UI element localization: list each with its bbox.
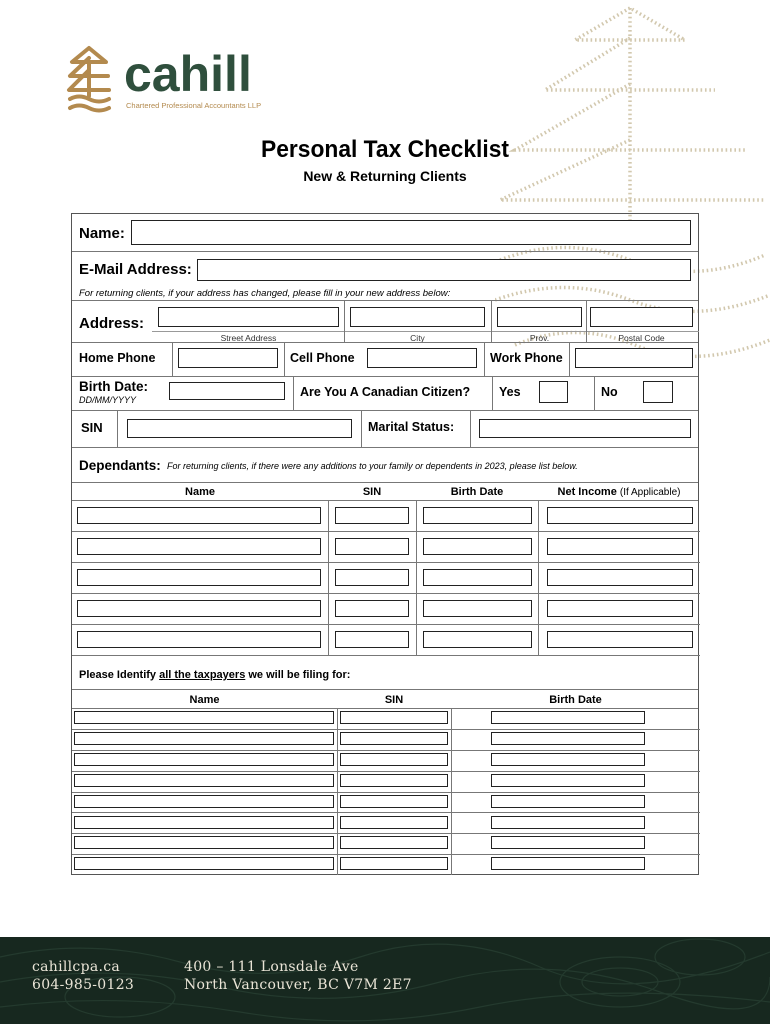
taxpayers-instruction	[79, 669, 350, 681]
taxpayer-sin-field[interactable]	[340, 774, 448, 787]
taxpayer-birth-field[interactable]	[491, 857, 645, 870]
footer-phone[interactable]: 604-985-0123	[32, 977, 135, 993]
divider	[451, 729, 452, 750]
divider	[72, 376, 698, 377]
email-label: E-Mail Address:	[79, 261, 192, 278]
cell-phone-label: Cell Phone	[290, 351, 355, 365]
dependants-sin-header: SIN	[362, 486, 382, 498]
divider	[72, 342, 698, 343]
taxpayers-emphasis: all the taxpayers	[159, 669, 246, 681]
divider	[451, 833, 452, 854]
divider	[361, 410, 362, 447]
home-phone-field[interactable]	[178, 348, 278, 368]
birth-date-label: Birth Date:	[79, 379, 149, 394]
dependant-row	[72, 593, 700, 624]
divider	[293, 376, 294, 410]
divider	[72, 655, 700, 656]
divider	[586, 300, 587, 342]
postal-code-caption: Postal Code	[618, 333, 665, 343]
dependant-birth-field[interactable]	[423, 507, 532, 524]
taxpayers-name-header: Name	[189, 694, 220, 706]
divider	[451, 708, 452, 729]
divider	[416, 562, 417, 593]
divider	[117, 410, 118, 447]
divider	[337, 729, 338, 750]
taxpayers-suffix: we will be filing for:	[245, 669, 351, 681]
prov-caption: Prov.	[529, 333, 550, 343]
work-phone-field[interactable]	[575, 348, 693, 368]
dependant-income-field[interactable]	[547, 507, 693, 524]
divider	[72, 251, 698, 252]
street-address-caption: Street Address	[220, 333, 277, 343]
divider	[492, 376, 493, 410]
brand-tagline: Chartered Professional Accountants LLP	[126, 101, 262, 110]
dependants-note: For returning clients, if there were any additions to your family or dependents in 2023, please list below.	[167, 461, 578, 471]
divider	[451, 792, 452, 813]
birth-date-format: DD/MM/YYYY	[79, 395, 137, 405]
sin-label: SIN	[81, 420, 103, 435]
taxpayer-name-field[interactable]	[74, 836, 334, 849]
divider	[328, 562, 329, 593]
divider	[72, 689, 698, 690]
divider	[72, 447, 698, 448]
divider	[594, 376, 595, 410]
returning-address-note: For returning clients, if your address has changed, please fill in your new address below:	[79, 288, 451, 299]
name-label: Name:	[79, 225, 125, 242]
dependant-sin-field[interactable]	[335, 600, 409, 617]
income-header-note: (If Applicable)	[619, 487, 681, 498]
taxpayer-birth-field[interactable]	[491, 816, 645, 829]
divider	[72, 410, 698, 411]
street-address-field[interactable]	[158, 307, 339, 327]
name-field[interactable]	[131, 220, 691, 245]
dependant-income-field[interactable]	[547, 538, 693, 555]
income-header-text: Net Income	[557, 486, 617, 498]
citizen-no-checkbox[interactable]	[643, 381, 673, 403]
taxpayer-name-field[interactable]	[74, 711, 334, 724]
divider	[416, 500, 417, 531]
divider	[337, 771, 338, 792]
taxpayer-row	[72, 708, 700, 729]
divider	[328, 500, 329, 531]
divider	[416, 593, 417, 624]
no-label: No	[601, 385, 618, 399]
taxpayer-name-field[interactable]	[74, 816, 334, 829]
dependant-name-field[interactable]	[77, 600, 321, 617]
yes-label: Yes	[499, 385, 521, 399]
taxpayer-row	[72, 771, 700, 792]
dependant-name-field[interactable]	[77, 538, 321, 555]
page-subtitle: New & Returning Clients	[303, 168, 467, 184]
divider	[337, 854, 338, 875]
divider	[538, 593, 539, 624]
dependant-row	[72, 500, 700, 531]
dependant-sin-field[interactable]	[335, 538, 409, 555]
divider	[491, 300, 492, 342]
dependant-birth-field[interactable]	[423, 631, 532, 648]
divider	[451, 771, 452, 792]
dependant-sin-field[interactable]	[335, 569, 409, 586]
divider	[337, 813, 338, 834]
divider	[172, 342, 173, 376]
cell-phone-field[interactable]	[367, 348, 477, 368]
dependant-birth-field[interactable]	[423, 569, 532, 586]
divider	[328, 624, 329, 655]
taxpayer-sin-field[interactable]	[340, 857, 448, 870]
caption-line	[152, 331, 699, 332]
divider	[72, 300, 698, 301]
taxpayer-birth-field[interactable]	[491, 836, 645, 849]
divider	[72, 482, 698, 483]
marital-status-label: Marital Status:	[368, 420, 455, 434]
divider	[569, 342, 570, 376]
taxpayer-birth-field[interactable]	[491, 711, 645, 724]
divider	[328, 531, 329, 562]
dependant-income-field[interactable]	[547, 569, 693, 586]
divider	[451, 813, 452, 834]
citizen-question: Are You A Canadian Citizen?	[300, 385, 471, 399]
dependant-birth-field[interactable]	[423, 538, 532, 555]
divider	[538, 531, 539, 562]
taxpayer-row	[72, 729, 700, 750]
taxpayer-row	[72, 854, 700, 875]
dependant-name-field[interactable]	[77, 569, 321, 586]
taxpayers-prefix: Please Identify	[79, 669, 160, 681]
divider	[538, 500, 539, 531]
divider	[470, 410, 471, 447]
page-title: Personal Tax Checklist	[261, 136, 509, 163]
province-field[interactable]	[497, 307, 582, 327]
footer-address-line1: 400 – 111 Lonsdale Ave	[184, 959, 359, 975]
divider	[416, 624, 417, 655]
tree-logo-icon	[66, 44, 112, 114]
taxpayer-sin-field[interactable]	[340, 816, 448, 829]
dependant-sin-field[interactable]	[335, 507, 409, 524]
taxpayer-sin-field[interactable]	[340, 836, 448, 849]
divider	[538, 562, 539, 593]
taxpayer-name-field[interactable]	[74, 753, 334, 766]
dependant-row	[72, 531, 700, 562]
divider	[337, 792, 338, 813]
city-caption: City	[410, 333, 425, 343]
dependants-income-header	[538, 486, 700, 498]
citizen-yes-checkbox[interactable]	[539, 381, 568, 403]
city-field[interactable]	[350, 307, 485, 327]
taxpayer-row	[72, 833, 700, 854]
footer-address-line2: North Vancouver, BC V7M 2E7	[184, 977, 412, 993]
postal-code-field[interactable]	[590, 307, 693, 327]
footer-website[interactable]: cahillcpa.ca	[32, 959, 121, 975]
taxpayer-birth-field[interactable]	[491, 795, 645, 808]
divider	[416, 531, 417, 562]
divider	[337, 708, 338, 729]
work-phone-label: Work Phone	[490, 351, 563, 365]
taxpayer-sin-field[interactable]	[340, 753, 448, 766]
tax-checklist-form	[71, 213, 699, 875]
dependants-birth-header: Birth Date	[450, 486, 504, 498]
taxpayers-birth-header: Birth Date	[549, 694, 602, 706]
divider	[284, 342, 285, 376]
dependants-name-header: Name	[185, 486, 215, 498]
dependant-name-field[interactable]	[77, 631, 321, 648]
divider	[451, 750, 452, 771]
taxpayer-birth-field[interactable]	[491, 753, 645, 766]
address-label: Address:	[79, 315, 145, 332]
taxpayer-name-field[interactable]	[74, 795, 334, 808]
birth-date-field[interactable]	[169, 382, 285, 400]
footer	[0, 937, 770, 1024]
divider	[538, 624, 539, 655]
taxpayer-name-field[interactable]	[74, 857, 334, 870]
dependants-label: Dependants:	[79, 458, 161, 473]
cahill-logo	[66, 44, 276, 114]
taxpayer-row	[72, 750, 700, 771]
brand-name: cahill	[124, 46, 252, 102]
marital-status-field[interactable]	[479, 419, 691, 438]
dependant-birth-field[interactable]	[423, 600, 532, 617]
email-field[interactable]	[197, 259, 691, 281]
divider	[451, 854, 452, 875]
taxpayer-sin-field[interactable]	[340, 711, 448, 724]
divider	[337, 833, 338, 854]
dependant-income-field[interactable]	[547, 631, 693, 648]
taxpayer-name-field[interactable]	[74, 774, 334, 787]
divider	[337, 750, 338, 771]
taxpayer-name-field[interactable]	[74, 732, 334, 745]
taxpayer-row	[72, 792, 700, 813]
sin-field[interactable]	[127, 419, 352, 438]
divider	[484, 342, 485, 376]
divider	[344, 300, 345, 342]
dependant-income-field[interactable]	[547, 600, 693, 617]
taxpayers-sin-header: SIN	[384, 694, 404, 706]
dependant-name-field[interactable]	[77, 507, 321, 524]
home-phone-label: Home Phone	[79, 351, 156, 365]
taxpayer-birth-field[interactable]	[491, 774, 645, 787]
dependant-row	[72, 562, 700, 593]
taxpayer-row	[72, 813, 700, 834]
taxpayer-sin-field[interactable]	[340, 795, 448, 808]
taxpayer-birth-field[interactable]	[491, 732, 645, 745]
taxpayer-sin-field[interactable]	[340, 732, 448, 745]
dependant-row	[72, 624, 700, 655]
dependant-sin-field[interactable]	[335, 631, 409, 648]
divider	[328, 593, 329, 624]
